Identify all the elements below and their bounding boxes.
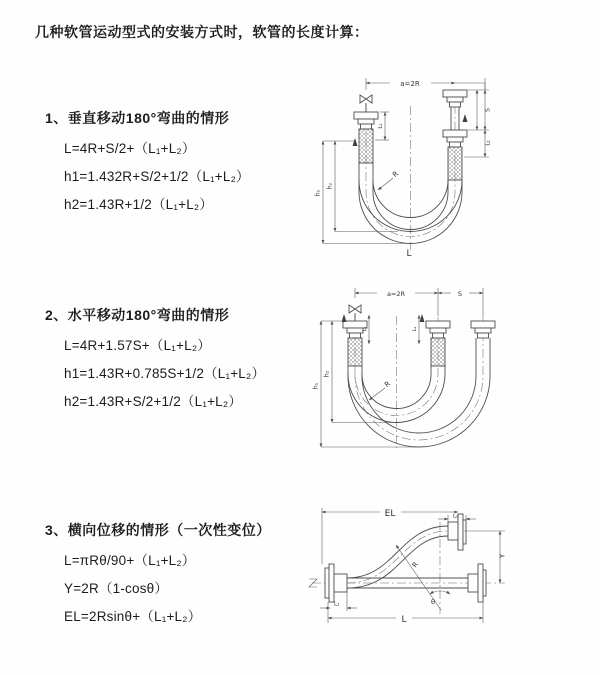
- dim-el: [322, 508, 458, 564]
- svg-text:R: R: [391, 169, 401, 179]
- svg-text:Y: Y: [498, 553, 507, 559]
- svg-text:h₂: h₂: [323, 370, 331, 378]
- moved-fitting: [471, 321, 495, 338]
- svg-text:L₂: L₂: [453, 513, 459, 520]
- section3-heading: 3、横向位移的情形（一次性变位）: [45, 522, 271, 538]
- section2-formula-h1: h1=1.43R+0.785S+1/2（L₁+L₂）: [64, 366, 266, 381]
- svg-text:S: S: [484, 108, 492, 112]
- svg-text:h₁: h₁: [312, 382, 320, 390]
- left-flange: [325, 564, 347, 602]
- lateral-displacement-diagram: [300, 498, 600, 673]
- section2-formula-L: L=4R+1.57S+（L₁+L₂）: [64, 338, 211, 353]
- dim-s: [438, 290, 483, 298]
- svg-text:L₁: L₁: [378, 123, 384, 129]
- dim-a2r: [366, 78, 485, 90]
- section1-formula-h1: h1=1.432R+S/2+1/2（L₁+L₂）: [64, 169, 250, 184]
- svg-text:L₁: L₁: [334, 601, 340, 608]
- braided-hose-section: [348, 338, 362, 366]
- displaced-hose: [347, 526, 448, 588]
- valve-icon: [360, 95, 372, 112]
- left-fitting: [354, 112, 378, 163]
- svg-text:h₂: h₂: [326, 182, 334, 190]
- middle-fitting: [426, 321, 450, 366]
- svg-text:L: L: [401, 615, 407, 625]
- section2-formula-h2: h2=1.43R+S/2+1/2（L₁+L₂）: [64, 394, 243, 409]
- svg-text:L₂: L₂: [412, 326, 418, 332]
- length-label: L: [406, 249, 412, 259]
- svg-text:EL: EL: [384, 509, 396, 519]
- section1-formula-h2: h2=1.43R+1/2（L₁+L₂）: [64, 197, 214, 212]
- dim-l: [328, 602, 483, 625]
- right-flange: [468, 564, 486, 602]
- braided-hose-section: [359, 129, 373, 163]
- dim-h1: [313, 321, 420, 447]
- braided-hose-section: [431, 338, 445, 366]
- vertical-bend-diagram: [298, 68, 593, 268]
- dim-s: [468, 83, 492, 130]
- svg-text:L₂: L₂: [485, 140, 492, 146]
- svg-text:h₁: h₁: [314, 189, 322, 197]
- svg-text:L₁: L₁: [362, 326, 368, 332]
- valve-icon: [349, 305, 361, 321]
- hose-u-bend: [348, 338, 490, 447]
- section1-heading: 1、垂直移动180°弯曲的情形: [45, 110, 230, 126]
- svg-text:S: S: [457, 290, 463, 298]
- braided-hose-section: [448, 147, 462, 180]
- right-fitting: [443, 90, 467, 180]
- dim-l2: [412, 315, 419, 344]
- dim-l2: [464, 130, 492, 157]
- svg-text:R: R: [383, 379, 393, 389]
- section3-formula-L: L=πRθ/90+（L₁+L₂）: [64, 553, 196, 568]
- section1-formula-L: L=4R+S/2+（L₁+L₂）: [64, 141, 196, 156]
- horizontal-bend-diagram: [305, 278, 595, 483]
- radius-leader: [378, 170, 400, 190]
- svg-text:θ: θ: [431, 598, 435, 606]
- svg-text:a=2R: a=2R: [400, 80, 420, 88]
- section3-formula-EL: EL=2Rsinθ+（L₁+L₂）: [64, 609, 202, 624]
- section3-formula-Y: Y=2R（1-cosθ）: [64, 581, 169, 596]
- dim-l2: [438, 514, 476, 523]
- svg-text:R: R: [410, 560, 421, 570]
- page-title: 几种软管运动型式的安装方式时，软管的长度计算：: [35, 24, 369, 40]
- dim-l1: [362, 315, 369, 344]
- svg-text:a=2R: a=2R: [386, 290, 406, 298]
- dim-a2r: [355, 288, 483, 316]
- section2-heading: 2、水平移动180°弯曲的情形: [45, 307, 230, 323]
- radius-leader: [369, 380, 392, 400]
